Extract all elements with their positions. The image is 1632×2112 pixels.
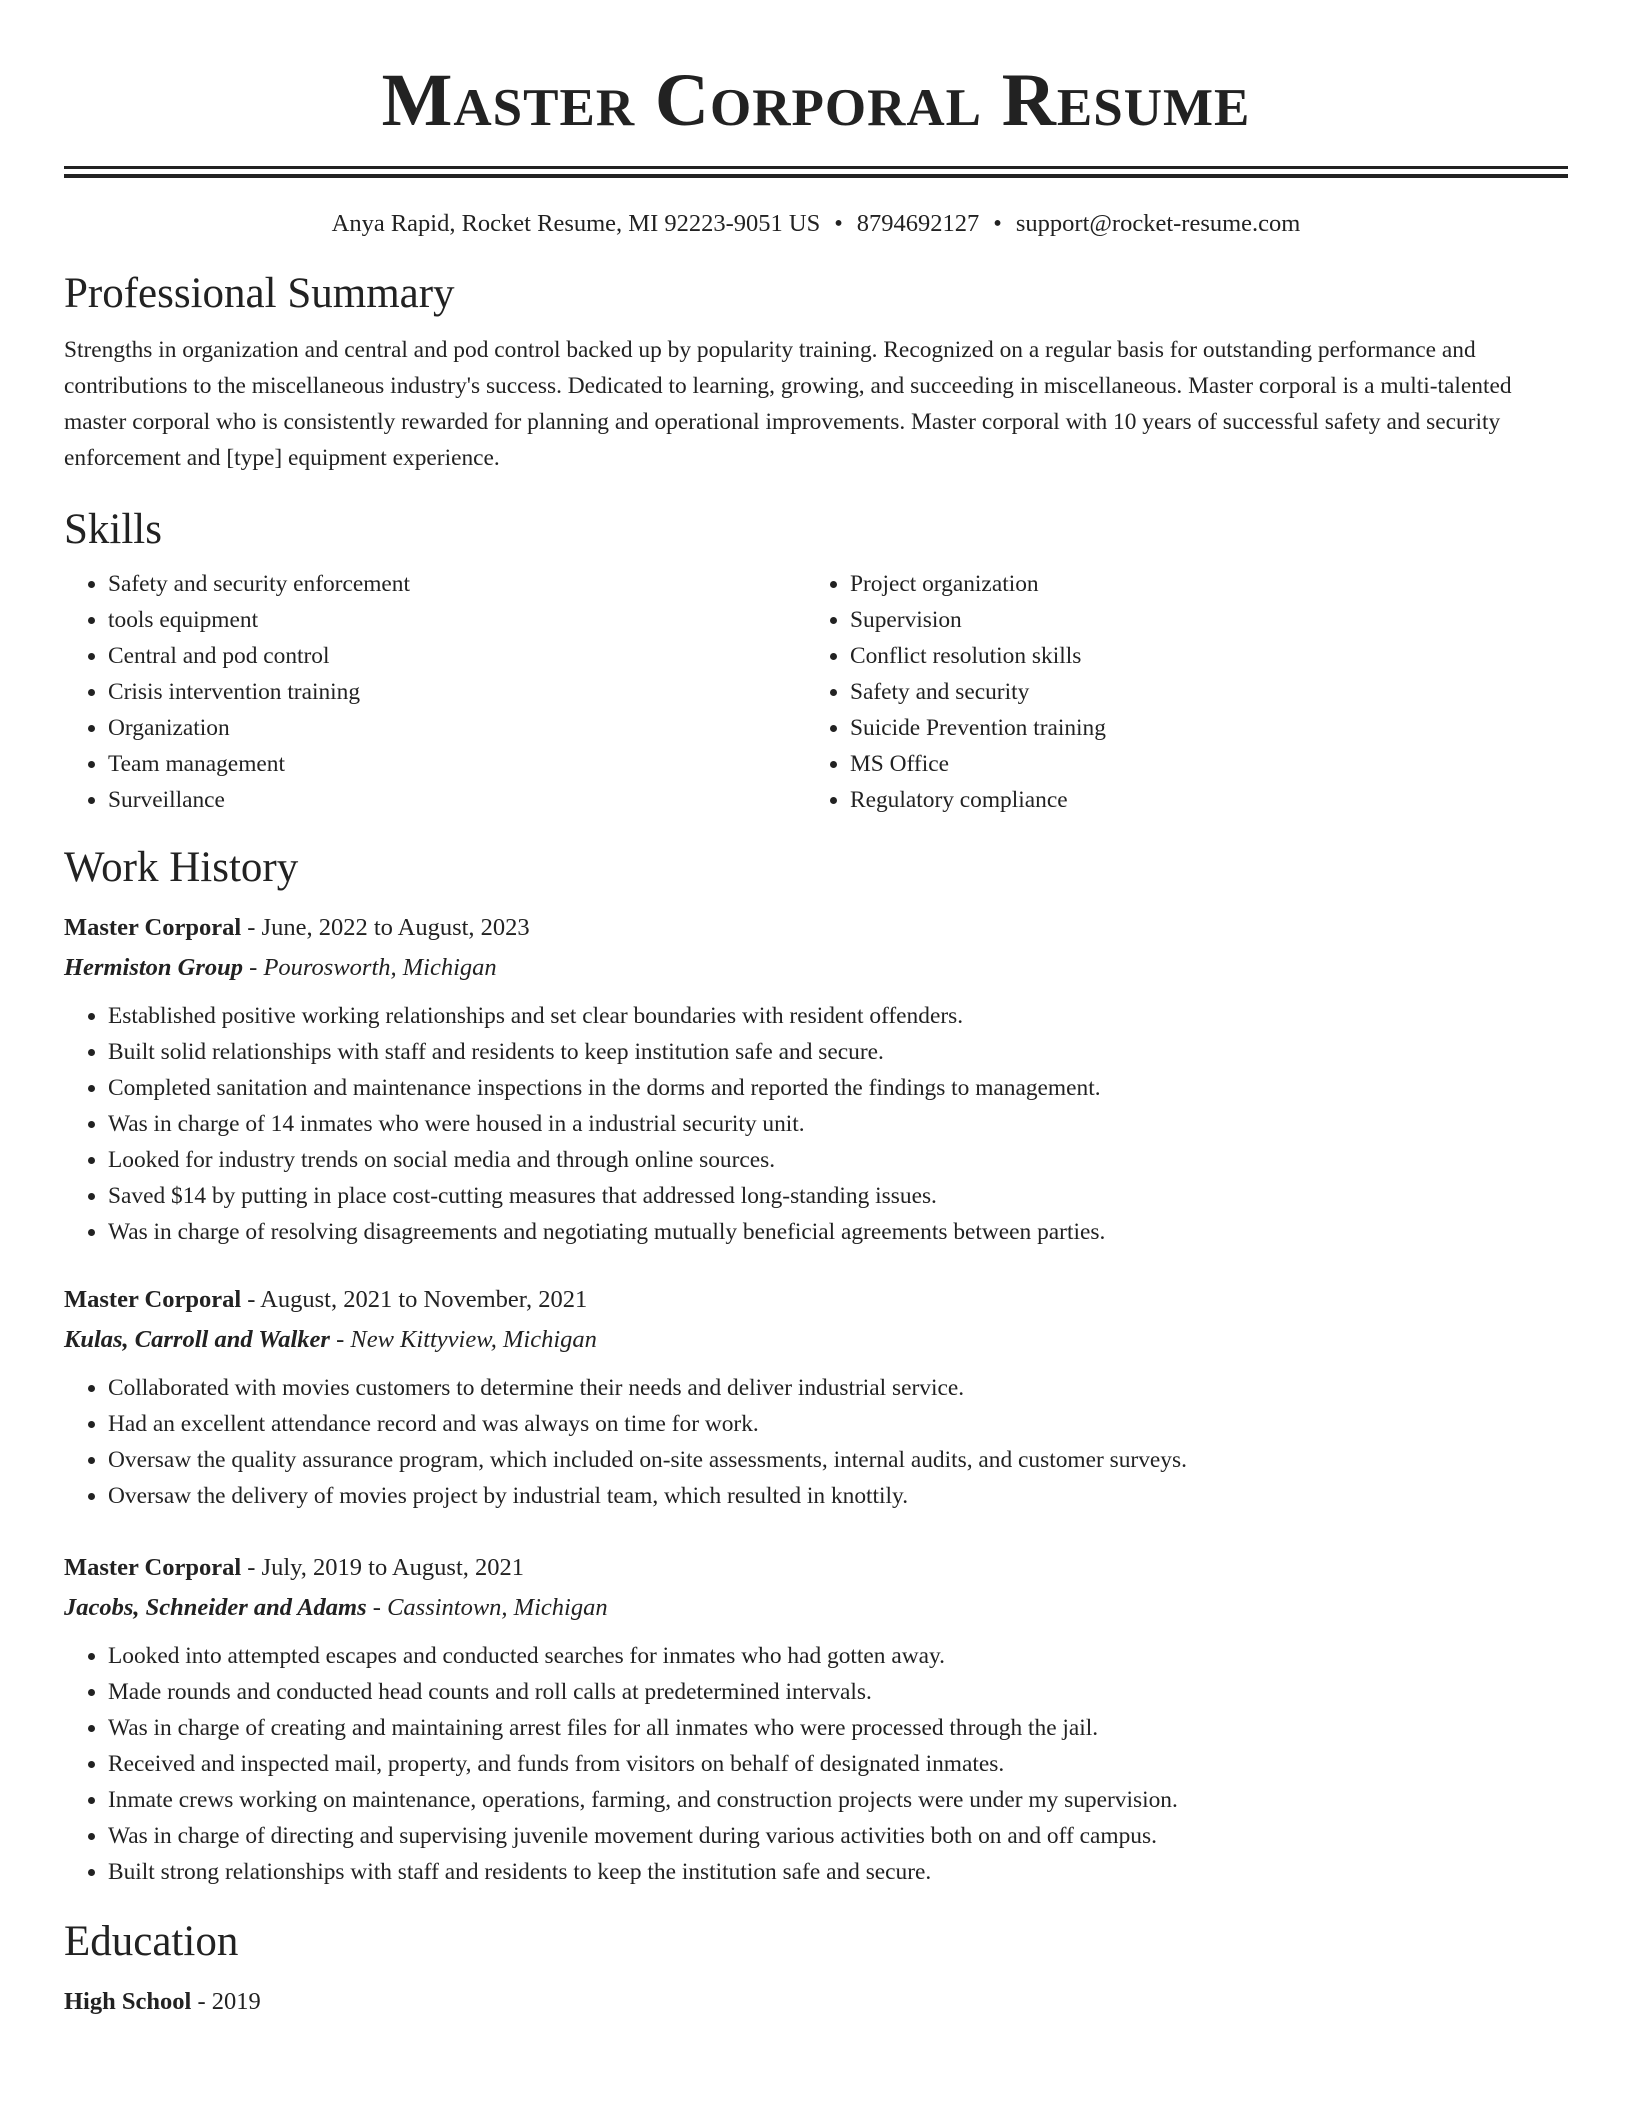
job-bullet: • Established positive working relationships and set clear boundaries with resident offenders. xyxy=(108,998,1568,1034)
contact-phone: 8794692127 xyxy=(856,210,980,237)
job-bullet: • Looked into attempted escapes and conducted searches for inmates who had gotten away. xyxy=(108,1638,1568,1674)
job-location: - Cassintown, Michigan xyxy=(366,1594,608,1621)
job-bullet: • Was in charge of directing and supervising juvenile movement during various activities both on and off campus. xyxy=(108,1818,1568,1854)
job-bullet: • Received and inspected mail, property, and funds from visitors on behalf of designated inmates. xyxy=(108,1746,1568,1782)
job-bullet: • Was in charge of 14 inmates who were housed in a industrial security unit. xyxy=(108,1106,1568,1142)
job-bullet: • Had an excellent attendance record and was always on time for work. xyxy=(108,1406,1568,1442)
job-bullet: • Oversaw the delivery of movies project by industrial team, which resulted in knottily. xyxy=(108,1478,1568,1514)
skill-item: • Organization xyxy=(108,710,806,746)
education-degree: High School xyxy=(64,1988,192,2015)
job-bullet: • Completed sanitation and maintenance inspections in the dorms and reported the findings to management. xyxy=(108,1070,1568,1106)
contact-separator: • xyxy=(993,210,1002,237)
job-company: Kulas, Carroll and Walker xyxy=(64,1326,330,1353)
education-entry xyxy=(64,1982,1568,2022)
contact-address: Anya Rapid, Rocket Resume, MI 92223-9051 US xyxy=(331,210,821,237)
job-bullet: • Was in charge of creating and maintaining arrest files for all inmates who were processed through the jail. xyxy=(108,1710,1568,1746)
skill-item: • Safety and security xyxy=(850,674,1548,710)
job-bullet: • Made rounds and conducted head counts and roll calls at predetermined intervals. xyxy=(108,1674,1568,1710)
job-entry xyxy=(64,1548,1568,1890)
job-company-line xyxy=(64,1320,1568,1360)
title-divider xyxy=(64,166,1568,178)
job-bullet: • Oversaw the quality assurance program, which included on-site assessments, internal audits, and customer surveys. xyxy=(108,1442,1568,1478)
job-bullets xyxy=(64,998,1568,1250)
skill-item: • tools equipment xyxy=(108,602,806,638)
skill-item: • Crisis intervention training xyxy=(108,674,806,710)
summary-heading: Professional Summary xyxy=(64,270,455,317)
job-company-line xyxy=(64,1588,1568,1628)
job-location: - New Kittyview, Michigan xyxy=(329,1326,597,1353)
skills-left-list xyxy=(64,566,806,818)
job-entry xyxy=(64,1280,1568,1514)
skill-item: • Central and pod control xyxy=(108,638,806,674)
job-company: Jacobs, Schneider and Adams xyxy=(64,1594,367,1621)
job-title-line xyxy=(64,1280,1568,1320)
job-bullet: • Inmate crews working on maintenance, operations, farming, and construction projects were under my supervision. xyxy=(108,1782,1568,1818)
skill-item: • Surveillance xyxy=(108,782,806,818)
job-bullet: • Looked for industry trends on social media and through online sources. xyxy=(108,1142,1568,1178)
job-location: - Pourosworth, Michigan xyxy=(243,954,497,981)
skills-heading: Skills xyxy=(64,506,162,553)
job-bullet: • Was in charge of resolving disagreements and negotiating mutually beneficial agreements between parties. xyxy=(108,1214,1568,1250)
job-bullet: • Saved $14 by putting in place cost-cutting measures that addressed long-standing issues. xyxy=(108,1178,1568,1214)
job-bullets xyxy=(64,1370,1568,1514)
job-company: Hermiston Group xyxy=(64,954,244,981)
skill-item: • Regulatory compliance xyxy=(850,782,1548,818)
job-entry xyxy=(64,908,1568,1250)
job-title: Master Corporal xyxy=(64,1286,242,1313)
skill-item: • Team management xyxy=(108,746,806,782)
job-company-line xyxy=(64,948,1568,988)
job-title: Master Corporal xyxy=(64,914,242,941)
job-dates: - August, 2021 to November, 2021 xyxy=(241,1286,588,1313)
education-heading: Education xyxy=(64,1918,239,1965)
job-dates: - July, 2019 to August, 2021 xyxy=(241,1554,525,1581)
job-bullets xyxy=(64,1638,1568,1890)
skill-item: • Conflict resolution skills xyxy=(850,638,1548,674)
skills-right-list xyxy=(806,566,1548,818)
skill-item: • Supervision xyxy=(850,602,1548,638)
resume-title: Master Corporal Resume xyxy=(381,59,1251,142)
summary-text: Strengths in organization and central and pod control backed up by popularity training. Recognized on a regular basis for outstanding performance and contributions to the miscellaneous industry's success. Dedicated to learning, growing, and succeeding in miscellaneous. Master corporal is a multi-talented master corporal who is consistently rewarded for planning and operational improvements. Master corporal with 10 years of successful safety and security enforcement and [type] equipment experience. xyxy=(64,337,1512,471)
job-bullet: • Collaborated with movies customers to determine their needs and deliver industrial service. xyxy=(108,1370,1568,1406)
work-history-heading: Work History xyxy=(64,844,299,891)
job-title-line xyxy=(64,1548,1568,1588)
education-year: - 2019 xyxy=(191,1988,261,2015)
skill-item: • Suicide Prevention training xyxy=(850,710,1548,746)
skill-item: • MS Office xyxy=(850,746,1548,782)
contact-line xyxy=(64,208,1568,240)
contact-separator: • xyxy=(834,210,843,237)
skill-item: • Safety and security enforcement xyxy=(108,566,806,602)
job-bullet: • Built solid relationships with staff and residents to keep institution safe and secure. xyxy=(108,1034,1568,1070)
skills-columns xyxy=(64,566,1568,818)
job-title: Master Corporal xyxy=(64,1554,242,1581)
skill-item: • Project organization xyxy=(850,566,1548,602)
job-dates: - June, 2022 to August, 2023 xyxy=(241,914,530,941)
job-title-line xyxy=(64,908,1568,948)
contact-email: support@rocket-resume.com xyxy=(1015,210,1301,237)
job-bullet: • Built strong relationships with staff and residents to keep the institution safe and secure. xyxy=(108,1854,1568,1890)
